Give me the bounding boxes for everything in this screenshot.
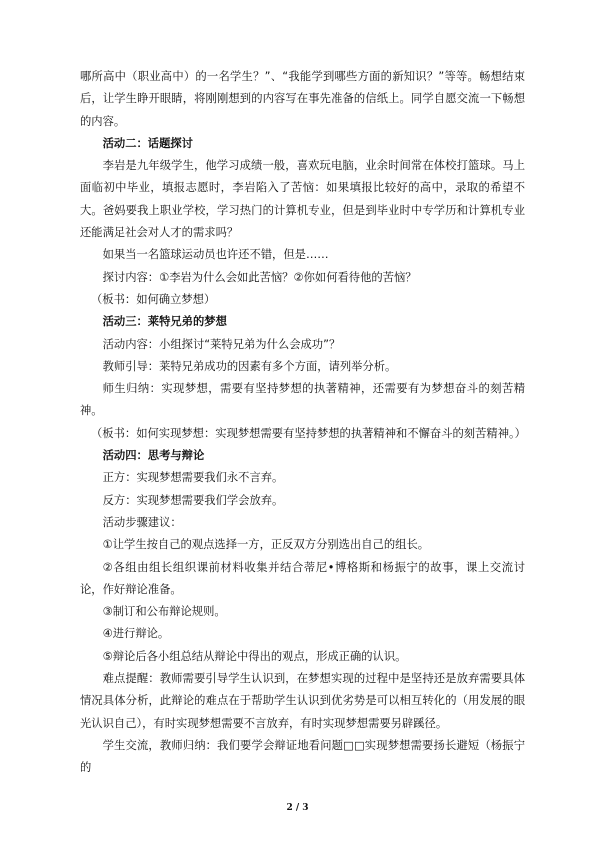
document-body (80, 66, 525, 780)
section-heading: 活动四：思考与辩论 (102, 449, 205, 463)
body-paragraph: 李岩是九年级学生，他学习成绩一般，喜欢玩电脑，业余时间常在体校打篮球。马上面临初中毕业，填报志愿时，李岩陷入了苦恼：如果填报比较好的高中，录取的希望不大。爸妈要我上职业学校，学习热门的计算机专业，但是到毕业时中专学历和计算机专业还能满足社会对人才的需求吗？ (80, 159, 525, 240)
body-paragraph: 活动步骤建议： (102, 515, 182, 529)
body-paragraph: ④进行辩论。 (102, 627, 170, 641)
section-heading: 活动二：话题探讨 (102, 136, 193, 150)
body-paragraph: 师生归纳：实现梦想，需要有坚持梦想的执著精神，还需要有为梦想奋斗的刻苦精神。 (80, 382, 525, 418)
body-paragraph: ②各组由组长组织课前材料收集并结合蒂尼•博格斯和杨振宁的故事，课上交流讨论，作好辩论准备。 (80, 560, 525, 596)
board-note: （板书：如何实现梦想：实现梦想需要有坚持梦想的执著精神和不懈奋斗的刻苦精神。） (91, 426, 526, 440)
body-paragraph: ⑤辩论后各小组总结从辩论中得出的观点，形成正确的认识。 (102, 649, 407, 663)
body-paragraph: 哪所高中（职业高中）的一名学生？”、“我能学到哪些方面的新知识？”等等。畅想结束后，让学生睁开眼睛，将刚刚想到的内容写在事先准备的信纸上。同学自愿交流一下畅想的内容。 (80, 70, 525, 128)
page-number: 2 / 3 (286, 803, 309, 813)
board-note: （板书：如何确立梦想） (91, 292, 216, 306)
body-paragraph: ①让学生按自己的观点选择一方，正反双方分别选出自己的组长。 (102, 538, 430, 552)
body-paragraph: 探讨内容：①李岩为什么会如此苦恼？②你如何看待他的苦恼？ (102, 270, 417, 284)
section-heading: 活动三：莱特兄弟的梦想 (102, 315, 227, 329)
body-paragraph: 教师引导：莱特兄弟成功的因素有多个方面，请列举分析。 (102, 359, 397, 373)
body-paragraph: 反方：实现梦想需要我们学会放弃。 (102, 493, 284, 507)
body-paragraph: ③制订和公布辩论规则。 (102, 605, 226, 619)
body-paragraph: 难点提醒：教师需要引导学生认识到，在梦想实现的过程中是坚持还是放弃需要具体情况具体分析，此辩论的难点在于帮助学生认识到优劣势是可以相互转化的（用发展的眼光认识自己），有时实现梦想需要不言放弃，有时实现梦想需要另辟蹊径。 (80, 672, 525, 730)
body-paragraph: 如果当一名篮球运动员也许还不错，但是…… (102, 248, 329, 262)
body-paragraph: 活动内容：小组探讨“莱特兄弟为什么会成功”？ (102, 337, 341, 351)
body-paragraph: 正方：实现梦想需要我们永不言弃。 (102, 471, 284, 485)
body-paragraph: 学生交流，教师归纳：我们要学会辩证地看问题□□实现梦想需要扬长避短（杨振宁的 (80, 738, 525, 775)
